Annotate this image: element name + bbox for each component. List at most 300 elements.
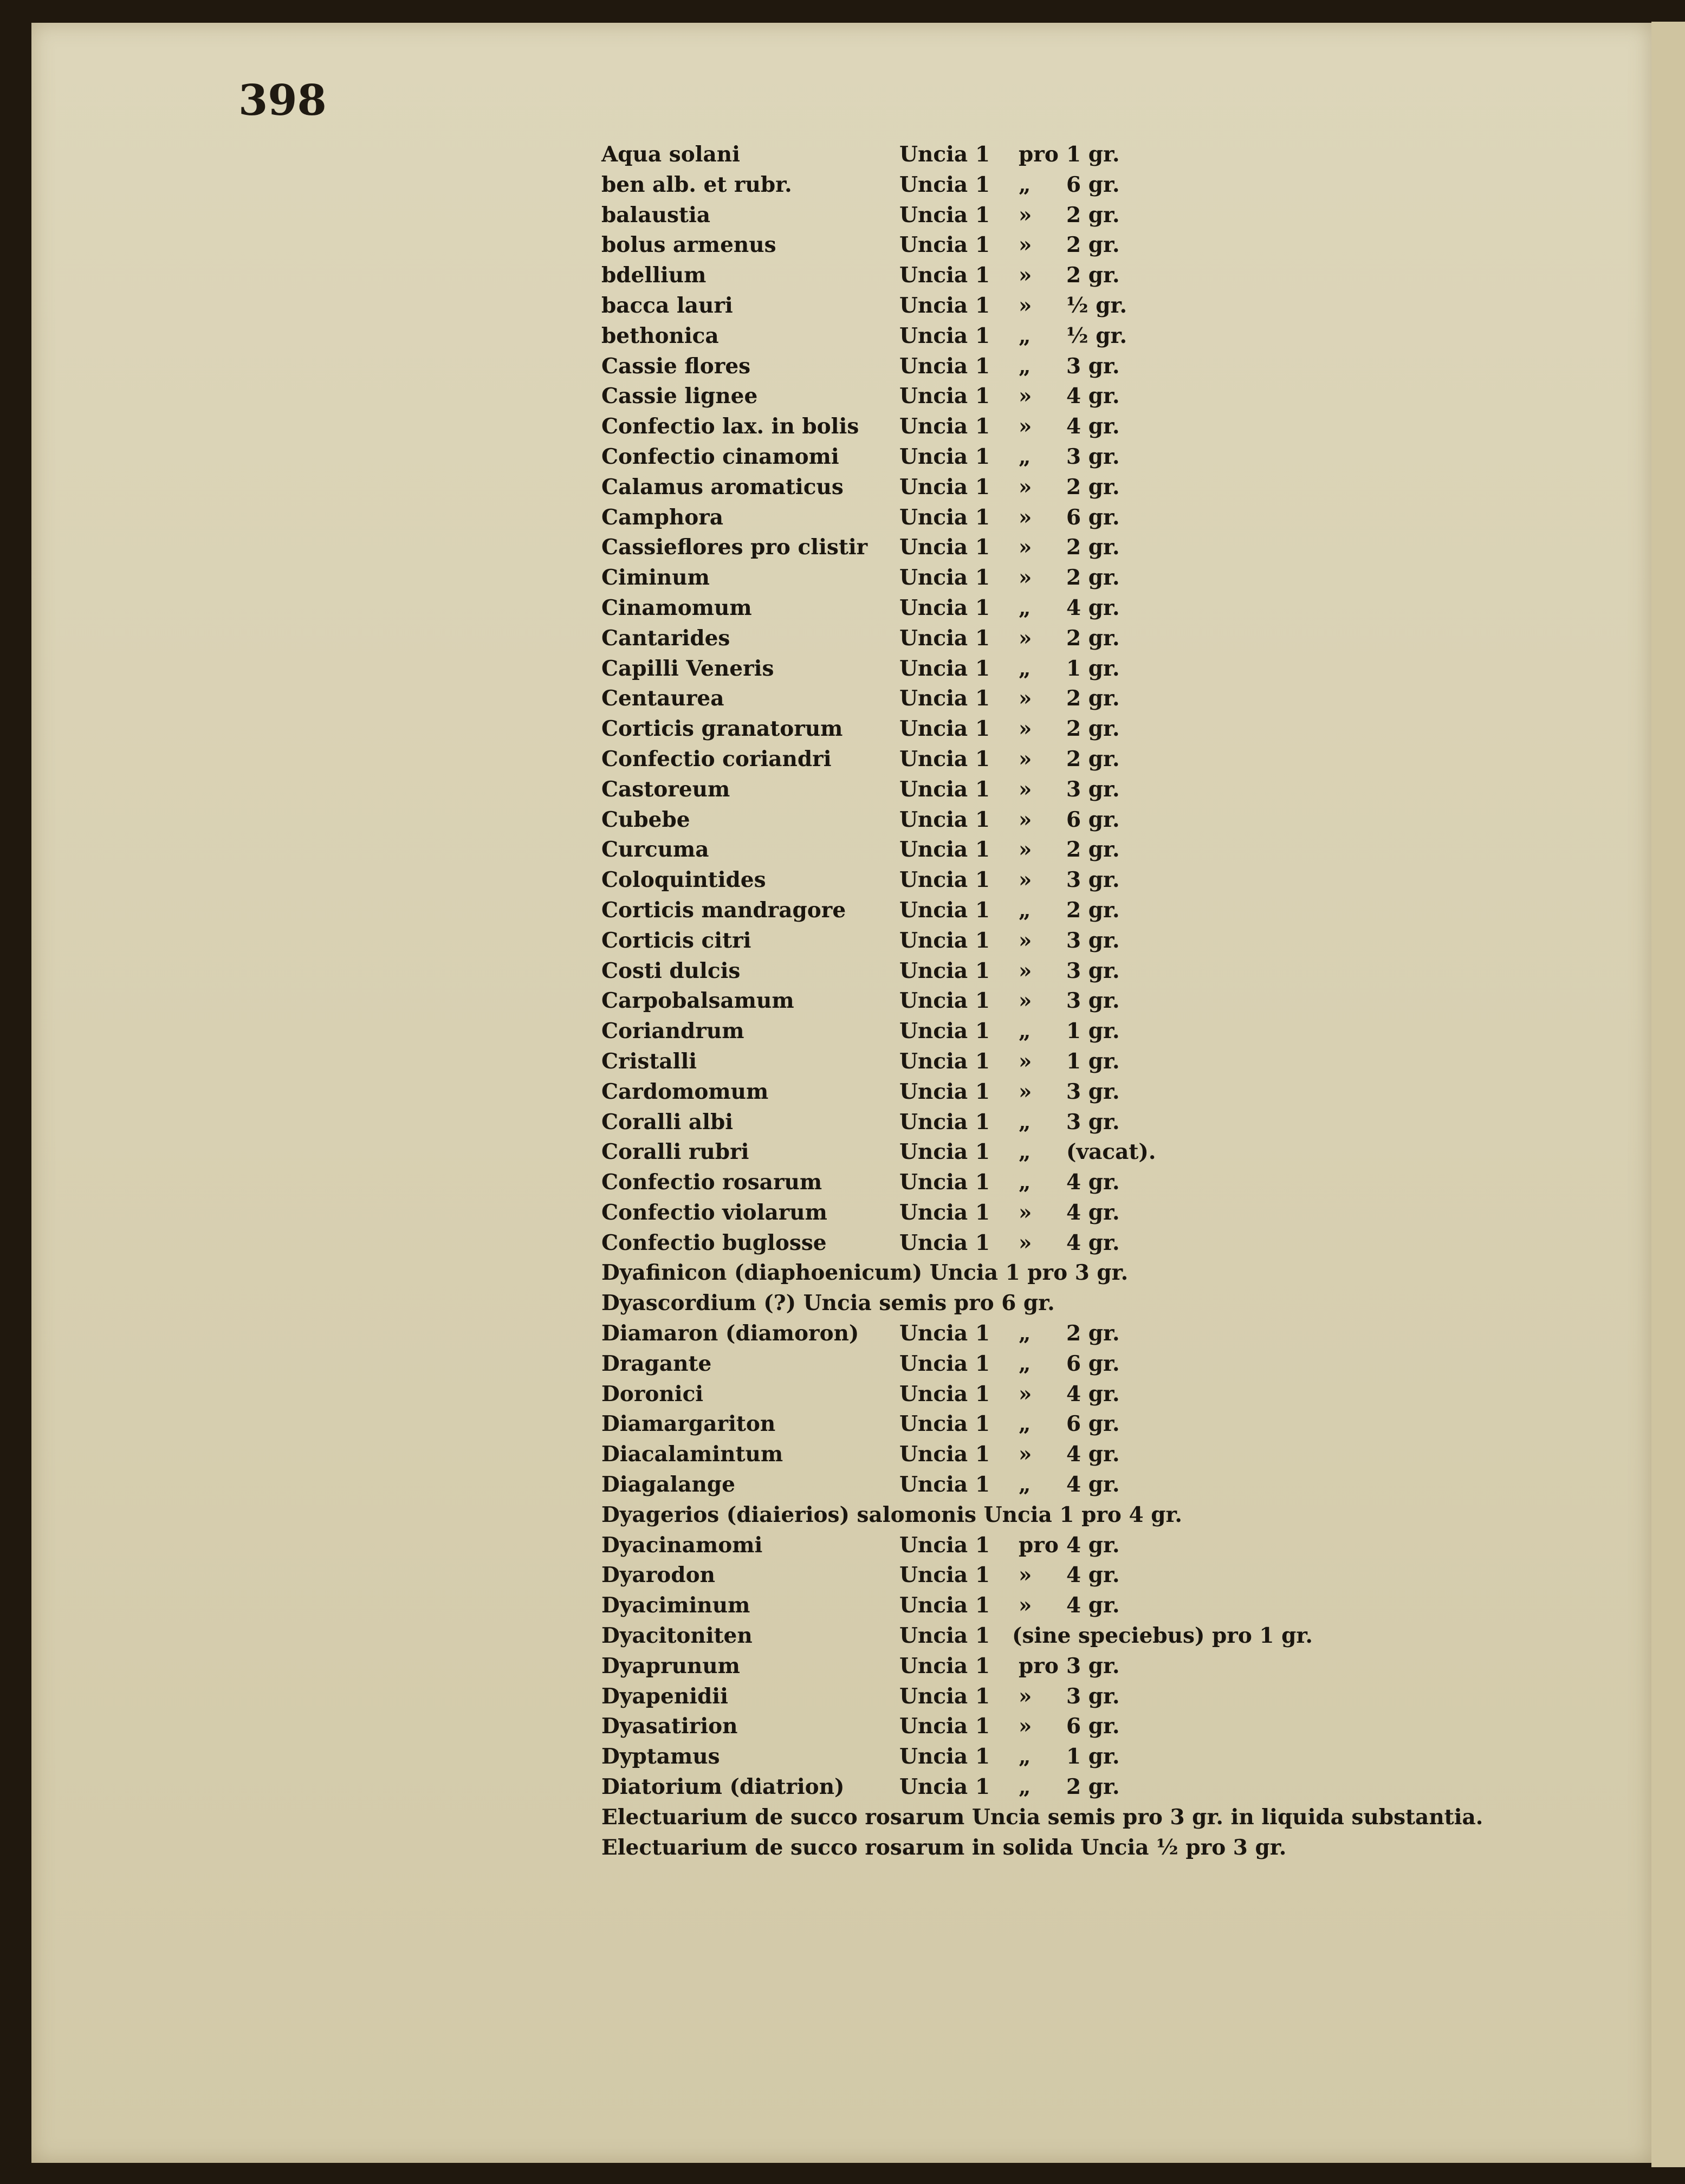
list-item (0, 805, 1625, 835)
list-item (0, 1833, 1625, 1863)
entry-separator: „ (1019, 1109, 1031, 1135)
entry-unit: Uncia (899, 293, 968, 318)
entry-price: 3 gr. (1066, 988, 1120, 1014)
entry-quantity: 1 (975, 958, 990, 983)
entry-price: 3 gr. (1066, 353, 1120, 379)
entry-quantity: 1 (975, 1321, 990, 1346)
list-item (0, 1319, 1625, 1349)
entry-price: 1 gr. (1066, 1744, 1120, 1770)
entry-quantity: 1 (975, 1472, 990, 1498)
entry-full-text: Dyafinicon (diaphoenicum) Uncia 1 pro 3 gr. (601, 1260, 1129, 1286)
entry-price: ½ gr. (1066, 323, 1127, 348)
entry-quantity: 1 (975, 1200, 990, 1225)
entry-quantity: 1 (975, 1411, 990, 1437)
list-item (0, 714, 1625, 744)
entry-quantity: 1 (975, 414, 990, 439)
entry-name: bdellium (601, 263, 707, 288)
list-item (0, 1440, 1625, 1470)
entry-separator: „ (1019, 353, 1031, 379)
entry-quantity: 1 (975, 1139, 990, 1165)
entry-full-text: Dyagerios (diaierios) salomonis Uncia 1 pro 4 gr. (601, 1502, 1183, 1527)
entry-name: Curcuma (601, 837, 709, 863)
entry-price: 3 gr. (1066, 1109, 1120, 1135)
entry-separator: „ (1019, 1139, 1031, 1165)
entry-separator: » (1019, 1563, 1032, 1588)
entry-unit: Uncia (899, 1139, 968, 1165)
entry-quantity: 1 (975, 1653, 990, 1678)
entry-price: 3 gr. (1066, 867, 1120, 893)
entry-quantity: 1 (975, 1532, 990, 1558)
entry-quantity: 1 (975, 1019, 990, 1044)
entry-unit: Uncia (899, 1411, 968, 1437)
entry-quantity: 1 (975, 1079, 990, 1104)
page-number: 398 (238, 76, 327, 125)
entry-name: Coralli rubri (601, 1139, 749, 1165)
entry-separator: » (1019, 414, 1032, 439)
entry-unit: Uncia (899, 958, 968, 983)
entry-quantity: 1 (975, 1351, 990, 1376)
list-item (0, 1803, 1625, 1833)
entry-separator: » (1019, 1079, 1032, 1104)
entry-name: Diatorium (diatrion) (601, 1774, 845, 1800)
list-item (0, 1531, 1625, 1561)
entry-separator: » (1019, 384, 1032, 409)
entry-quantity: 1 (975, 1774, 990, 1800)
list-item (0, 352, 1625, 382)
entry-separator: » (1019, 1442, 1032, 1467)
entry-name: Cinamomum (601, 595, 752, 620)
list-item (0, 624, 1625, 654)
list-item (0, 1379, 1625, 1410)
entry-unit: Uncia (899, 625, 968, 651)
list-item (0, 1591, 1625, 1621)
entry-separator: » (1019, 202, 1032, 228)
entry-name: Dyasatirion (601, 1714, 738, 1739)
entry-unit: Uncia (899, 897, 968, 923)
entry-separator: „ (1019, 1472, 1031, 1498)
entry-unit: Uncia (899, 504, 968, 530)
entry-unit: Uncia (899, 1230, 968, 1255)
entry-quantity: 1 (975, 1683, 990, 1709)
entry-name: Diacalamintum (601, 1442, 783, 1467)
entry-quantity: 1 (975, 172, 990, 197)
entry-unit: Uncia (899, 716, 968, 742)
entry-unit: Uncia (899, 1321, 968, 1346)
entry-full-text: Dyascordium (?) Uncia semis pro 6 gr. (601, 1291, 1055, 1316)
entry-full-text: Electuarium de succo rosarum in solida Uncia ½ pro 3 gr. (601, 1835, 1287, 1860)
list-item (0, 593, 1625, 624)
entry-quantity: 1 (975, 1623, 990, 1649)
list-item (0, 1772, 1625, 1803)
entry-quantity: 1 (975, 746, 990, 772)
entry-separator: » (1019, 928, 1032, 953)
entry-separator: pro (1019, 1532, 1059, 1558)
entry-price: 1 gr. (1066, 656, 1120, 681)
entry-price: 2 gr. (1066, 1774, 1120, 1800)
entry-name: bethonica (601, 323, 719, 348)
entry-name: Cardomomum (601, 1079, 769, 1104)
entry-separator: » (1019, 504, 1032, 530)
entry-price: 4 gr. (1066, 1532, 1120, 1558)
entry-name: Cantarides (601, 625, 730, 651)
list-item (0, 1198, 1625, 1228)
entry-unit: Uncia (899, 686, 968, 711)
entry-name: Corticis citri (601, 928, 751, 953)
entry-quantity: 1 (975, 867, 990, 893)
list-item (0, 261, 1625, 291)
entry-name: Confectio buglosse (601, 1230, 827, 1255)
entry-unit: Uncia (899, 656, 968, 681)
entry-price: 3 gr. (1066, 1683, 1120, 1709)
entry-separator: » (1019, 958, 1032, 983)
entry-price: 2 gr. (1066, 232, 1120, 258)
entry-unit: Uncia (899, 1048, 968, 1074)
entry-price: 2 gr. (1066, 474, 1120, 500)
entry-separator: » (1019, 988, 1032, 1014)
entry-price: 6 gr. (1066, 1351, 1120, 1376)
entry-quantity: 1 (975, 353, 990, 379)
list-item (0, 1077, 1625, 1107)
entry-price: 2 gr. (1066, 897, 1120, 923)
list-item (0, 563, 1625, 593)
entry-price: 6 gr. (1066, 1411, 1120, 1437)
entry-unit: Uncia (899, 535, 968, 560)
list-item (0, 926, 1625, 956)
entry-quantity: 1 (975, 1442, 990, 1467)
entry-price: 2 gr. (1066, 535, 1120, 560)
entry-unit: Uncia (899, 565, 968, 591)
entry-unit: Uncia (899, 1351, 968, 1376)
entry-unit: Uncia (899, 595, 968, 620)
entry-price: 3 gr. (1066, 928, 1120, 953)
list-item (0, 1470, 1625, 1500)
list-item (0, 381, 1625, 412)
entry-separator: » (1019, 1230, 1032, 1255)
entry-price: 2 gr. (1066, 263, 1120, 288)
list-item (0, 1712, 1625, 1742)
entry-unit: Uncia (899, 1019, 968, 1044)
entry-separator: „ (1019, 1321, 1031, 1346)
entry-price: 4 gr. (1066, 1170, 1120, 1195)
entry-price: 4 gr. (1066, 1563, 1120, 1588)
entry-quantity: 1 (975, 1381, 990, 1407)
entry-unit: Uncia (899, 807, 968, 832)
entry-unit: Uncia (899, 988, 968, 1014)
entry-unit: Uncia (899, 1381, 968, 1407)
entry-unit: Uncia (899, 323, 968, 348)
entry-name: Camphora (601, 504, 724, 530)
entry-name: Aqua solani (601, 142, 740, 167)
entry-name: Dyacinamomi (601, 1532, 763, 1558)
entry-separator: » (1019, 565, 1032, 591)
entry-quantity: 1 (975, 988, 990, 1014)
entry-separator: » (1019, 776, 1032, 802)
list-item (0, 1107, 1625, 1138)
list-item (0, 1621, 1625, 1651)
entry-quantity: 1 (975, 807, 990, 832)
entry-quantity: 1 (975, 1109, 990, 1135)
entry-price: 3 gr. (1066, 1079, 1120, 1104)
entry-separator: » (1019, 293, 1032, 318)
entry-unit: Uncia (899, 1623, 968, 1649)
entry-name: Cristalli (601, 1048, 697, 1074)
entry-name: Diamaron (diamoron) (601, 1321, 859, 1346)
entry-price: 3 gr. (1066, 444, 1120, 469)
entry-name: Dyptamus (601, 1744, 720, 1770)
entry-name: Cassie flores (601, 353, 751, 379)
list-item (0, 986, 1625, 1016)
entry-quantity: 1 (975, 565, 990, 591)
entry-quantity: 1 (975, 1744, 990, 1770)
entry-unit: Uncia (899, 928, 968, 953)
list-item (0, 956, 1625, 987)
entry-separator: » (1019, 716, 1032, 742)
entry-quantity: 1 (975, 444, 990, 469)
list-item (0, 865, 1625, 896)
entry-name: Confectio cinamomi (601, 444, 839, 469)
entry-quantity: 1 (975, 776, 990, 802)
entry-separator: » (1019, 535, 1032, 560)
entry-price: 4 gr. (1066, 1230, 1120, 1255)
entry-unit: Uncia (899, 1109, 968, 1135)
list-item (0, 684, 1625, 714)
entry-name: Dragante (601, 1351, 712, 1376)
list-item (0, 503, 1625, 533)
entry-separator: » (1019, 1048, 1032, 1074)
entry-name: Cassie lignee (601, 384, 758, 409)
entry-separator: » (1019, 1683, 1032, 1709)
list-item (0, 1742, 1625, 1772)
entry-price: 2 gr. (1066, 746, 1120, 772)
entry-name: Coriandrum (601, 1019, 744, 1044)
entry-quantity: 1 (975, 595, 990, 620)
entry-price: 4 gr. (1066, 384, 1120, 409)
entry-separator: » (1019, 263, 1032, 288)
entry-unit: Uncia (899, 232, 968, 258)
entry-unit: Uncia (899, 444, 968, 469)
price-list (0, 140, 1625, 1863)
list-item (0, 654, 1625, 684)
entry-quantity: 1 (975, 716, 990, 742)
list-item (0, 230, 1625, 261)
list-item (0, 1168, 1625, 1198)
entry-separator: „ (1019, 1774, 1031, 1800)
entry-price: 1 gr. (1066, 142, 1120, 167)
entry-quantity: 1 (975, 928, 990, 953)
entry-price: 6 gr. (1066, 172, 1120, 197)
entry-name: Cassieflores pro clistir (601, 535, 868, 560)
list-item (0, 1228, 1625, 1259)
entry-unit: Uncia (899, 1472, 968, 1498)
entry-quantity: 1 (975, 293, 990, 318)
entry-price: 4 gr. (1066, 1200, 1120, 1225)
list-item (0, 1651, 1625, 1682)
entry-name: Capilli Veneris (601, 656, 774, 681)
entry-name: Confectio violarum (601, 1200, 827, 1225)
entry-unit: Uncia (899, 1714, 968, 1739)
entry-quantity: 1 (975, 1563, 990, 1588)
entry-unit: Uncia (899, 384, 968, 409)
entry-separator: » (1019, 867, 1032, 893)
entry-unit: Uncia (899, 1563, 968, 1588)
list-item (0, 200, 1625, 231)
entry-quantity: 1 (975, 1714, 990, 1739)
entry-price: 4 gr. (1066, 1593, 1120, 1618)
entry-name: Confectio coriandri (601, 746, 832, 772)
entry-quantity: 1 (975, 1048, 990, 1074)
entry-separator: „ (1019, 172, 1031, 197)
list-item (0, 1137, 1625, 1168)
entry-unit: Uncia (899, 1653, 968, 1678)
entry-unit: Uncia (899, 202, 968, 228)
list-item (0, 744, 1625, 775)
entry-name: Cubebe (601, 807, 690, 832)
entry-price: 2 gr. (1066, 1321, 1120, 1346)
entry-quantity: 1 (975, 1170, 990, 1195)
list-item (0, 412, 1625, 442)
entry-price: 2 gr. (1066, 202, 1120, 228)
list-item (0, 140, 1625, 170)
facing-page-edge (1651, 22, 1685, 2167)
entry-unit: Uncia (899, 776, 968, 802)
list-item (0, 442, 1625, 472)
entry-separator: „ (1019, 656, 1031, 681)
entry-name: Corticis mandragore (601, 897, 846, 923)
entry-name: Centaurea (601, 686, 724, 711)
entry-separator: » (1019, 474, 1032, 500)
entry-quantity: 1 (975, 686, 990, 711)
entry-price: 3 gr. (1066, 776, 1120, 802)
entry-separator: » (1019, 1200, 1032, 1225)
entry-name: Coloquintides (601, 867, 766, 893)
entry-separator: „ (1019, 1019, 1031, 1044)
entry-name: Costi dulcis (601, 958, 741, 983)
entry-name: bacca lauri (601, 293, 733, 318)
entry-unit: Uncia (899, 142, 968, 167)
entry-price: 4 gr. (1066, 1381, 1120, 1407)
list-item (0, 1349, 1625, 1379)
entry-unit: Uncia (899, 1593, 968, 1618)
entry-separator: „ (1019, 444, 1031, 469)
entry-price: 4 gr. (1066, 1472, 1120, 1498)
entry-price: 3 gr. (1066, 958, 1120, 983)
entry-separator: » (1019, 837, 1032, 863)
entry-name: Dyapenidii (601, 1683, 728, 1709)
entry-name: Carpobalsamum (601, 988, 794, 1014)
entry-unit: Uncia (899, 1200, 968, 1225)
list-item (0, 1560, 1625, 1591)
entry-unit: Uncia (899, 1532, 968, 1558)
entry-quantity: 1 (975, 837, 990, 863)
entry-name: Dyarodon (601, 1563, 715, 1588)
entry-price: 4 gr. (1066, 595, 1120, 620)
entry-unit: Uncia (899, 172, 968, 197)
entry-price: 3 gr. (1066, 1653, 1120, 1678)
list-item (0, 533, 1625, 563)
entry-separator: „ (1019, 897, 1031, 923)
entry-full-text: Electuarium de succo rosarum Uncia semis pro 3 gr. in liquida substantia. (601, 1804, 1483, 1830)
entry-unit: Uncia (899, 1774, 968, 1800)
entry-separator: » (1019, 1381, 1032, 1407)
entry-price: 1 gr. (1066, 1048, 1120, 1074)
entry-unit: Uncia (899, 1683, 968, 1709)
entry-price: 2 gr. (1066, 565, 1120, 591)
list-item (0, 1288, 1625, 1319)
entry-name: Calamus aromaticus (601, 474, 844, 500)
entry-price: 2 gr. (1066, 716, 1120, 742)
entry-unit: Uncia (899, 867, 968, 893)
entry-quantity: 1 (975, 897, 990, 923)
entry-name: balaustia (601, 202, 711, 228)
list-item (0, 835, 1625, 865)
entry-name: Coralli albi (601, 1109, 734, 1135)
entry-separator: (sine speciebus) pro 1 gr. (1012, 1623, 1313, 1649)
entry-separator: » (1019, 807, 1032, 832)
entry-quantity: 1 (975, 384, 990, 409)
entry-separator: » (1019, 232, 1032, 258)
entry-name: bolus armenus (601, 232, 776, 258)
list-item (0, 1016, 1625, 1047)
entry-unit: Uncia (899, 474, 968, 500)
entry-name: Confectio rosarum (601, 1170, 822, 1195)
list-item (0, 1047, 1625, 1077)
entry-quantity: 1 (975, 625, 990, 651)
entry-price: ½ gr. (1066, 293, 1127, 318)
entry-separator: „ (1019, 323, 1031, 348)
list-item (0, 896, 1625, 926)
entry-price: 4 gr. (1066, 414, 1120, 439)
entry-price: 6 gr. (1066, 807, 1120, 832)
entry-separator: „ (1019, 595, 1031, 620)
entry-name: Diagalange (601, 1472, 735, 1498)
entry-unit: Uncia (899, 837, 968, 863)
list-item (0, 1682, 1625, 1712)
entry-name: Dyaciminum (601, 1593, 750, 1618)
entry-name: Castoreum (601, 776, 730, 802)
entry-name: Confectio lax. in bolis (601, 414, 859, 439)
list-item (0, 1258, 1625, 1288)
entry-name: Dyaprunum (601, 1653, 740, 1678)
entry-quantity: 1 (975, 323, 990, 348)
list-item (0, 1409, 1625, 1440)
entry-name: Dyacitoniten (601, 1623, 753, 1649)
entry-quantity: 1 (975, 474, 990, 500)
entry-name: Corticis granatorum (601, 716, 843, 742)
list-item (0, 775, 1625, 805)
entry-separator: pro (1019, 142, 1059, 167)
entry-quantity: 1 (975, 202, 990, 228)
entry-quantity: 1 (975, 232, 990, 258)
entry-separator: » (1019, 746, 1032, 772)
entry-separator: „ (1019, 1351, 1031, 1376)
entry-separator: » (1019, 625, 1032, 651)
entry-price: 6 gr. (1066, 504, 1120, 530)
entry-quantity: 1 (975, 1230, 990, 1255)
entry-quantity: 1 (975, 504, 990, 530)
entry-price: 2 gr. (1066, 686, 1120, 711)
entry-separator: „ (1019, 1170, 1031, 1195)
entry-price: 6 gr. (1066, 1714, 1120, 1739)
list-item (0, 472, 1625, 503)
entry-unit: Uncia (899, 1079, 968, 1104)
list-item (0, 170, 1625, 200)
entry-price: (vacat). (1066, 1139, 1156, 1165)
entry-price: 4 gr. (1066, 1442, 1120, 1467)
entry-unit: Uncia (899, 1744, 968, 1770)
entry-separator: » (1019, 1714, 1032, 1739)
entry-separator: „ (1019, 1744, 1031, 1770)
list-item (0, 321, 1625, 352)
